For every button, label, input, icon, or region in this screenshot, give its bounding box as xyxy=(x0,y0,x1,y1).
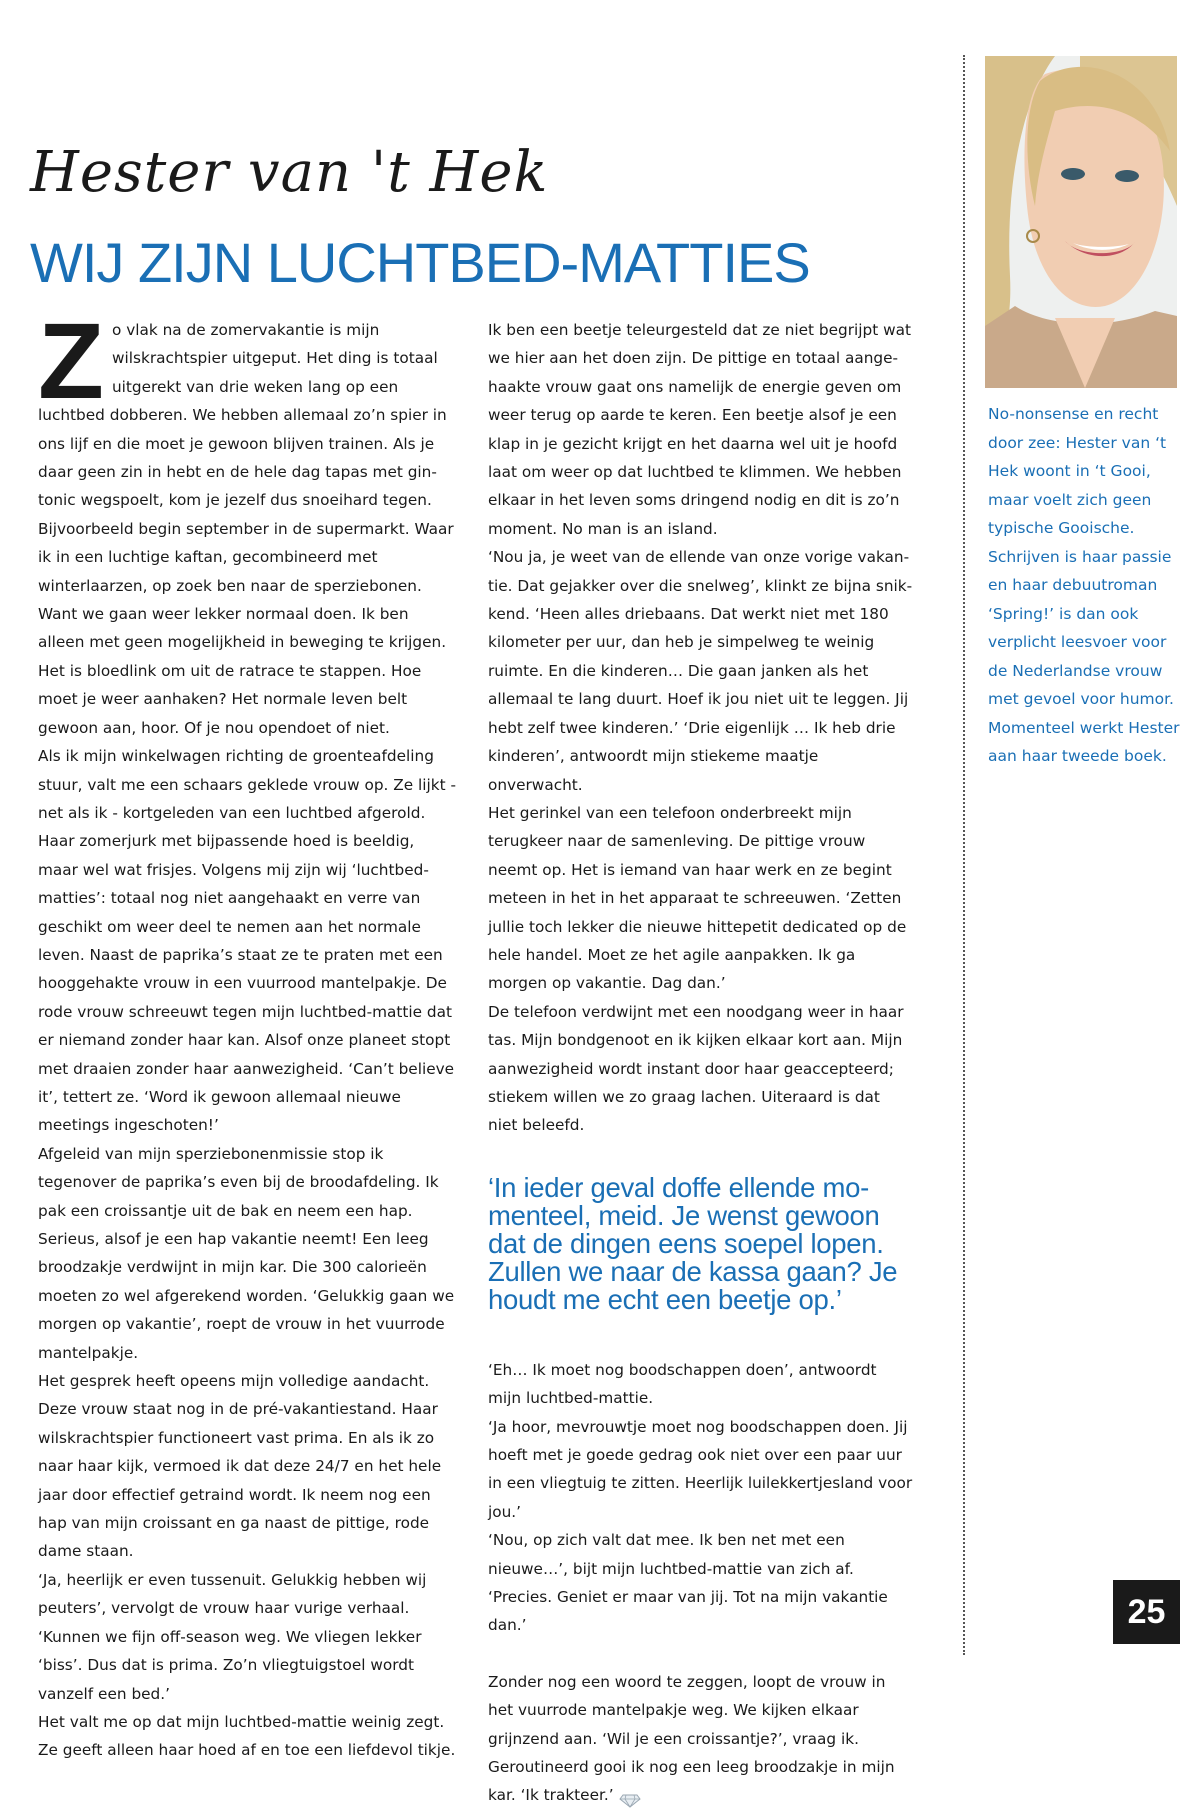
closing-paragraph: Zonder nog een woord te zeggen, loopt de vrouw in het vuurrode mantelpakje weg. We kijken elkaar grijnzend aan. ‘Wil je een croissantje?’, vraag ik. Geroutineerd gooi ik nog een leeg broodzakje in mijn kar. ‘Ik trakteer.’ xyxy=(488,1668,913,1810)
paragraph: Als ik mijn winkelwagen richting de groenteafdeling stuur, valt me een schaars geklede vrouw op. Ze lijkt - net als ik - kortgeleden van een luchtbed afgerold. Haar zomerjurk met bijpassende hoed is beeldig, maar wel wat frisjes. Volgens mij zijn wij ‘luchtbed-matties’: totaal nog niet aangehaakt en verre van geschikt om weer deel te nemen aan het normale leven. Naast de paprika’s staat ze te praten met een hooggehakte vrouw in een vuurrood mantelpakje. De rode vrouw schreeuwt tegen mijn luchtbed-mattie dat er niemand zonder haar kan. Alsof onze planeet stopt met draaien zonder haar aanwezigheid. ‘Can’t believe it’, tettert ze. ‘Word ik gewoon allemaal nieuwe meetings ingeschoten!’ xyxy=(38,747,456,1135)
paragraph: Afgeleid van mijn sperziebonenmissie stop ik tegenover de paprika’s even bij de broodafdeling. Ik pak een croissantje uit de bak en neem een hap. Serieus, alsof je een hap vakantie neemt! Een leeg broodzakje verdwijnt in mijn kar. Die 300 calorieën moeten zo wel afgerekend worden. ‘Gelukkig gaan we morgen op vakantie’, roept de vrouw in het vuurrode mantelpakje. xyxy=(38,1144,455,1362)
page-number: 25 xyxy=(1113,1580,1180,1644)
paragraph: Het gerinkel van een telefoon onderbreekt mijn terugkeer naar de samenleving. De pittige vrouw neemt op. Het is iemand van haar werk en ze begint meteen in het in het apparaat te schreeuwen. ‘Zetten jullie toch lekker die nieuwe hittepetit dedicated op de hele handel. Moet ze het agile aanpakken. Ik ga morgen op vakantie. Dag dan.’ xyxy=(488,803,907,993)
article-column-1 xyxy=(38,300,458,1765)
paragraph: Het valt me op dat mijn luchtbed-mattie weinig zegt. Ze geeft alleen haar hoed af en toe een liefdevol tikje. xyxy=(38,1712,456,1760)
author-photo xyxy=(985,56,1177,388)
article-column-2 xyxy=(488,316,913,1810)
pull-quote: ‘In ieder geval doffe ellende momenteel, meid. Je wenst gewoon dat de dingen eens soepel lopen. Zullen we naar de kassa gaan? Je houdt me echt een beetje op.’ xyxy=(488,1171,898,1315)
author-bio-caption: No-nonsense en recht door zee: Hester van ‘t Hek woont in ‘t Gooi, maar voelt zich geen typische Gooische. Schrijven is haar passie en haar debuutroman ‘Spring!’ is dan ook verplicht leesvoer voor de Nederlandse vrouw met gevoel voor humor. Momenteel werkt Hester aan haar tweede boek. xyxy=(988,405,1180,765)
paragraph: Zo vlak na de zomervakantie is mijn wilskrachtspier uitgeput. Het ding is totaal uitgerekt van drie weken lang op een luchtbed dobberen. We hebben allemaal zo’n spier in ons lijf en die moet je gewoon blijven trainen. Als je daar geen zin in hebt en de hele dag tapas met gin-tonic wegspoelt, kom je jezelf dus snoeihard tegen. xyxy=(38,300,447,510)
paragraph: ‘Nou, op zich valt dat mee. Ik ben net met een nieuwe…’, bijt mijn luchtbed-mattie van zich af. xyxy=(488,1531,854,1578)
author-name: Hester van 't Hek xyxy=(30,140,549,205)
paragraph: ‘Ja, heerlijk er even tussenuit. Gelukkig hebben wij peuters’, vervolgt de vrouw haar vurige verhaal. ‘Kunnen we fijn off-season weg. We vliegen lekker ‘biss’. Dus dat is prima. Zo’n vliegtuigstoel wordt vanzelf een bed.’ xyxy=(38,1570,427,1703)
paragraph: Bijvoorbeeld begin september in de supermarkt. Waar ik in een luchtige kaftan, gecombineerd met winterlaarzen, op zoek ben naar de sperziebonen. Want we gaan weer lekker normaal doen. Ik ben alleen met geen mogelijkheid in beweging te krijgen. Het is bloedlink om uit de ratrace te stappen. Hoe moet je weer aanhaken? Het normale leven belt gewoon aan, hoor. Of je nou opendoet of niet. xyxy=(38,519,454,737)
article-title: WIJ ZIJN LUCHTBED-MATTIES xyxy=(30,231,810,294)
paragraph: ‘Eh… Ik moet nog boodschappen doen’, antwoordt mijn luchtbed-mattie. xyxy=(488,1360,877,1408)
diamond-icon xyxy=(619,1789,641,1803)
paragraph: Het gesprek heeft opeens mijn volledige aandacht. Deze vrouw staat nog in de pré-vakantiestand. Haar wilskrachtspier functioneert vast prima. En als ik zo naar haar kijk, vermoed ik dat deze 24/7 en het hele jaar door effectief getraind wordt. Ik neem nog een hap van mijn croissant en ga naast de pittige, rode dame staan. xyxy=(38,1372,442,1561)
paragraph: ‘Precies. Geniet er maar van jij. Tot na mijn vakantie dan.’ xyxy=(488,1588,888,1635)
paragraph: De telefoon verdwijnt met een noodgang weer in haar tas. Mijn bondgenoot en ik kijken elkaar kort aan. Mijn aanwezigheid wordt instant door haar geaccepteerd; stiekem willen we zo graag lachen. Uiteraard is dat niet beleefd. xyxy=(488,1002,904,1135)
dropcap: Z xyxy=(38,300,104,421)
paragraph: ‘Nou ja, je weet van de ellende van onze vorige vakantie. Dat gejakker over die snelweg’, klinkt ze bijna snikkend. ‘Heen alles driebaans. Dat werkt niet met 180 kilometer per uur, dan heb je simpelweg te weinig ruimte. En die kinderen… Die gaan janken als het allemaal te lang duurt. Hoef ik jou niet uit te leggen. Jij hebt zelf twee kinderen.’ ‘Drie eigenlijk … Ik heb drie kinderen’, antwoordt mijn stiekeme maatje onverwacht. xyxy=(488,548,913,794)
paragraph: ‘Ja hoor, mevrouwtje moet nog boodschappen doen. Jij hoeft met je goede gedrag ook niet over een paar uur in een vliegtuig te zitten. Heerlijk luilekkertjesland voor jou.’ xyxy=(488,1417,913,1521)
column-divider xyxy=(963,55,965,1655)
paragraph: Ik ben een beetje teleurgesteld dat ze niet begrijpt wat we hier aan het doen zijn. De pittige en totaal aangehaakte vrouw gaat ons namelijk de energie geven om weer terug op aarde te keren. Een beetje alsof je een klap in je gezicht krijgt en het daarna wel uit je hoofd laat om weer op dat luchtbed te klimmen. We hebben elkaar in het leven soms dringend nodig en dit is zo’n moment. No man is an island. xyxy=(488,321,911,538)
